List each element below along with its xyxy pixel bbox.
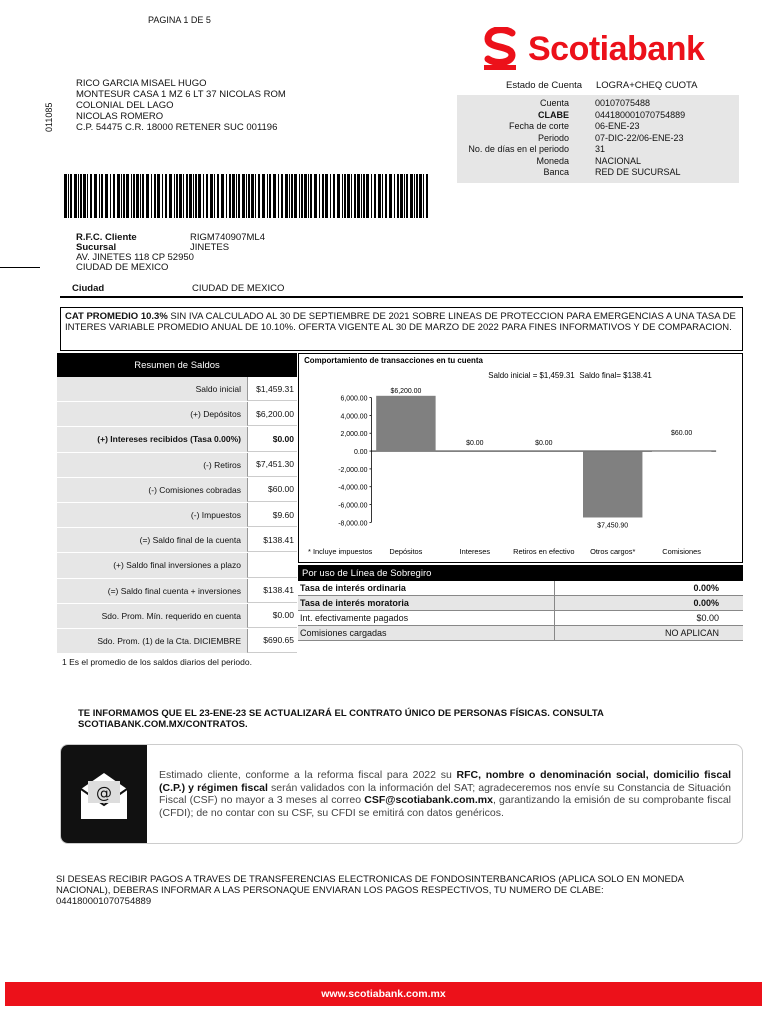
transactions-chart (298, 353, 743, 563)
ciudad-label: Ciudad (72, 283, 105, 294)
account-info-row (457, 156, 739, 167)
bar-value-label: $0.00 (535, 440, 553, 448)
sobregiro-value: 0.00% (693, 583, 719, 593)
sobregiro-row (298, 596, 743, 611)
sobregiro-title: Por uso de Línea de Sobregiro (298, 565, 743, 581)
category-label: Depósitos (389, 547, 423, 557)
sobregiro-value: NO APLICAN (555, 626, 743, 640)
bar-value-label: $7,450.90 (597, 522, 629, 530)
y-tick-label: -6,000.00 (338, 502, 368, 510)
resumen-row (57, 478, 297, 503)
y-tick-label: 0.00 (353, 449, 368, 457)
sobregiro-label: Tasa de interés moratoria (298, 596, 555, 610)
y-tick-label: -8,000.00 (338, 520, 368, 528)
resumen-label: Sdo. Prom. (1) de la Cta. DICIEMBRE (57, 629, 247, 653)
rfc-value: RIGM740907ML4 (190, 232, 265, 243)
account-info-label: Cuenta (539, 98, 569, 108)
account-info-label: CLABE (538, 109, 569, 120)
resumen-label: (-) Impuestos (57, 503, 247, 527)
contract-notice (78, 708, 604, 730)
resumen-label: (-) Retiros (57, 453, 247, 477)
resumen-value: $7,451.30 (247, 453, 297, 477)
resumen-label: Sdo. Prom. Mín. requerido en cuenta (57, 604, 247, 628)
statement-product: LOGRA+CHEQ CUOTA (596, 80, 698, 91)
bank-name: Scotiabank (528, 29, 705, 68)
sobregiro-value: $0.00 (696, 613, 719, 623)
clabe-line: 044180001070754889 (56, 896, 152, 907)
account-info-label: Periodo (537, 132, 569, 143)
resumen-value: $0.00 (247, 427, 297, 451)
account-info-value: NACIONAL (595, 155, 642, 166)
sobregiro-row (298, 626, 743, 641)
account-info-row (457, 121, 739, 132)
resumen-title: Resumen de Saldos (57, 353, 297, 377)
fiscal-text-part: Estimado cliente, conforme a la reforma fiscal para 2022 su (159, 769, 457, 781)
account-info-value: RED DE SUCURSAL (595, 167, 681, 177)
resumen-label: (-) Comisiones cobradas (57, 478, 247, 502)
address-line: MONTESUR CASA 1 MZ 6 LT 37 NICOLAS ROM (76, 89, 286, 100)
resumen-row (57, 427, 297, 452)
resumen-value: $138.41 (247, 579, 297, 603)
y-tick-label: -2,000.00 (338, 466, 368, 474)
chart-saldo-final: Saldo final= $138.41 (579, 370, 652, 380)
scotiabank-logo (482, 26, 738, 72)
sobregiro-row (298, 611, 743, 626)
account-info-value: 00107075488 (595, 98, 651, 108)
account-info-row (457, 98, 739, 109)
resumen-label: (+) Saldo final inversiones a plazo (57, 553, 247, 577)
account-info-label: Fecha de corte (508, 121, 569, 131)
resumen-value: $690.65 (247, 629, 297, 653)
address-line: COLONIAL DEL LAGO (76, 100, 174, 111)
resumen-label: (+) Intereses recibidos (Tasa 0.00%) (57, 427, 247, 451)
resumen-label: (=) Saldo final cuenta + inversiones (57, 579, 247, 603)
address-line: C.P. 54475 C.R. 18000 RETENER SUC 001196 (76, 122, 278, 133)
divider (60, 296, 743, 298)
resumen-row (57, 629, 297, 654)
y-tick-label: 6,000.00 (340, 395, 368, 403)
bar-value-label: $60.00 (671, 430, 693, 438)
notice-line: TE INFORMAMOS QUE EL 23-ENE-23 SE ACTUALIZARÁ EL CONTRATO ÚNICO DE PERSONAS FÍSICAS. CONSULTA (78, 708, 604, 719)
ciudad-value: CIUDAD DE MEXICO (192, 283, 285, 294)
account-info-row (457, 167, 739, 178)
category-label: Otros cargos* (590, 547, 636, 557)
fiscal-email: CSF@scotiabank.com.mx (364, 794, 493, 806)
y-tick-label: 2,000.00 (340, 431, 368, 439)
sobregiro-label: Tasa de interés ordinaria (298, 581, 555, 595)
vertical-code: 011085 (44, 102, 54, 132)
bar-value-label: $6,200.00 (390, 387, 422, 395)
rfc-label: R.F.C. Cliente (76, 232, 137, 243)
sobregiro-value: 0.00% (555, 596, 743, 610)
clabe-line: SI DESEAS RECIBIR PAGOS A TRAVES DE TRANSFERENCIAS ELECTRONICAS DE FONDOSINTERBANCARIOS (APLICA SOLO EN MONEDA (56, 874, 685, 885)
sobregiro-label: Int. efectivamente pagados (298, 611, 555, 625)
sucursal-label: Sucursal (76, 242, 117, 253)
bar (583, 451, 642, 517)
account-info-value: 31 (595, 144, 606, 154)
address-line: RICO GARCIA MISAEL HUGO (76, 78, 207, 89)
fiscal-text-part: , garantizando la emisión de su comprobante fiscal (CFDI); de no contar con su CSF, su CFDI se emitirá con datos genéricos. (159, 794, 732, 819)
email-envelope-icon (61, 745, 147, 844)
account-info-label: No. de días en el periodo (468, 144, 569, 154)
account-info-value: 06-ENE-23 (595, 121, 640, 131)
account-info-label: Moneda (536, 155, 569, 166)
statement-label: Estado de Cuenta (506, 80, 583, 91)
resumen-row (57, 579, 297, 604)
resumen-row (57, 528, 297, 553)
customer-address (76, 78, 286, 133)
cat-bold: CAT PROMEDIO 10.3% (65, 311, 168, 322)
scotiabank-s-icon (482, 27, 522, 71)
rfc-block (76, 232, 265, 273)
account-info-row (457, 110, 739, 121)
fiscal-text-part: serán validados con la información del SAT; agradeceremos nos envíe su Constancia de Situación Fiscal (CSF) no mayor a 3 meses al correo (159, 781, 731, 806)
address-line: NICOLAS ROMERO (76, 111, 164, 122)
account-info-box (457, 95, 739, 183)
y-tick-label: -4,000.00 (338, 484, 368, 492)
resumen-row (57, 503, 297, 528)
bar (376, 396, 435, 451)
svg-text:@: @ (96, 783, 112, 802)
ciudad-row (72, 283, 285, 294)
fiscal-icon-area (61, 745, 147, 844)
account-info-label: Banca (543, 167, 569, 177)
account-info-row (457, 133, 739, 144)
account-info-row (457, 144, 739, 155)
account-info-value: 044180001070754889 (595, 109, 686, 120)
chart-saldo-inicial: Saldo inicial = $1,459.31 (488, 370, 575, 380)
sobregiro-row (298, 581, 743, 596)
resumen-value: $9.60 (247, 503, 297, 527)
divider (0, 267, 40, 268)
resumen-value: $138.41 (247, 528, 297, 552)
notice-line: SCOTIABANK.COM.MX/CONTRATOS. (78, 719, 248, 730)
sucursal-address: AV. JINETES 118 CP 52950 (76, 252, 194, 263)
sobregiro-table (298, 565, 743, 641)
fiscal-text (159, 769, 731, 819)
resumen-row (57, 553, 297, 578)
resumen-label: Saldo inicial (57, 377, 247, 401)
resumen-label: (=) Saldo final de la cuenta (57, 528, 247, 552)
category-label: Retiros en efectivo (513, 547, 575, 557)
resumen-label: (+) Depósitos (57, 402, 247, 426)
category-label: Comisiones (662, 547, 702, 557)
cat-text: SIN IVA CALCULADO AL 30 DE SEPTIEMBRE DE 2021 SOBRE LINEAS DE PROTECCION PARA EMERGENCIAS A UNA TASA DE INTERES VARIABLE PROMEDIO ANUAL DE 10.10%. OFERTA VIGENTE AL 30 DE MARZO DE 2022 PARA FINES INFORMATIVOS Y DE COMPARACION. (65, 311, 736, 333)
resumen-value: $6,200.00 (247, 402, 297, 426)
bar (652, 451, 711, 452)
resumen-value: $1,459.31 (247, 377, 297, 401)
page-number: PAGINA 1 DE 5 (148, 15, 211, 25)
account-info-value: 07-DIC-22/06-ENE-23 (595, 132, 684, 143)
footer-url[interactable]: www.scotiabank.com.mx (5, 982, 762, 1006)
chart-title: Comportamiento de transacciones en tu cuenta (304, 355, 483, 365)
barcode (64, 174, 428, 218)
resumen-saldos (57, 353, 297, 654)
fiscal-text-bold: RFC, nombre o denominación social, domicilio fiscal (C.P.) y régimen fiscal (159, 769, 731, 794)
resumen-value: $0.00 (247, 604, 297, 628)
y-tick-label: 4,000.00 (340, 413, 368, 421)
resumen-row (57, 453, 297, 478)
resumen-value: $60.00 (247, 478, 297, 502)
sucursal-value: JINETES (190, 242, 230, 253)
resumen-value (247, 553, 297, 577)
sucursal-city: CIUDAD DE MEXICO (76, 262, 169, 273)
fiscal-notice-box (60, 744, 743, 844)
chart-footnote: * Incluye impuestos (308, 547, 373, 557)
resumen-row (57, 402, 297, 427)
category-label: Intereses (459, 547, 491, 557)
sobregiro-label: Comisiones cargadas (298, 626, 555, 640)
footnote: 1 Es el promedio de los saldos diarios del periodo. (62, 657, 252, 667)
cat-notice (60, 307, 743, 351)
resumen-row (57, 377, 297, 402)
clabe-line: NACIONAL), DEBERAS INFORMAR A LAS PERSONAQUE ENVIARAN LOS PAGOS RESPECTIVOS, TU NUMERO DE CLABE: (56, 885, 604, 896)
resumen-row (57, 604, 297, 629)
clabe-notice (56, 874, 684, 907)
bar-value-label: $0.00 (466, 440, 484, 448)
